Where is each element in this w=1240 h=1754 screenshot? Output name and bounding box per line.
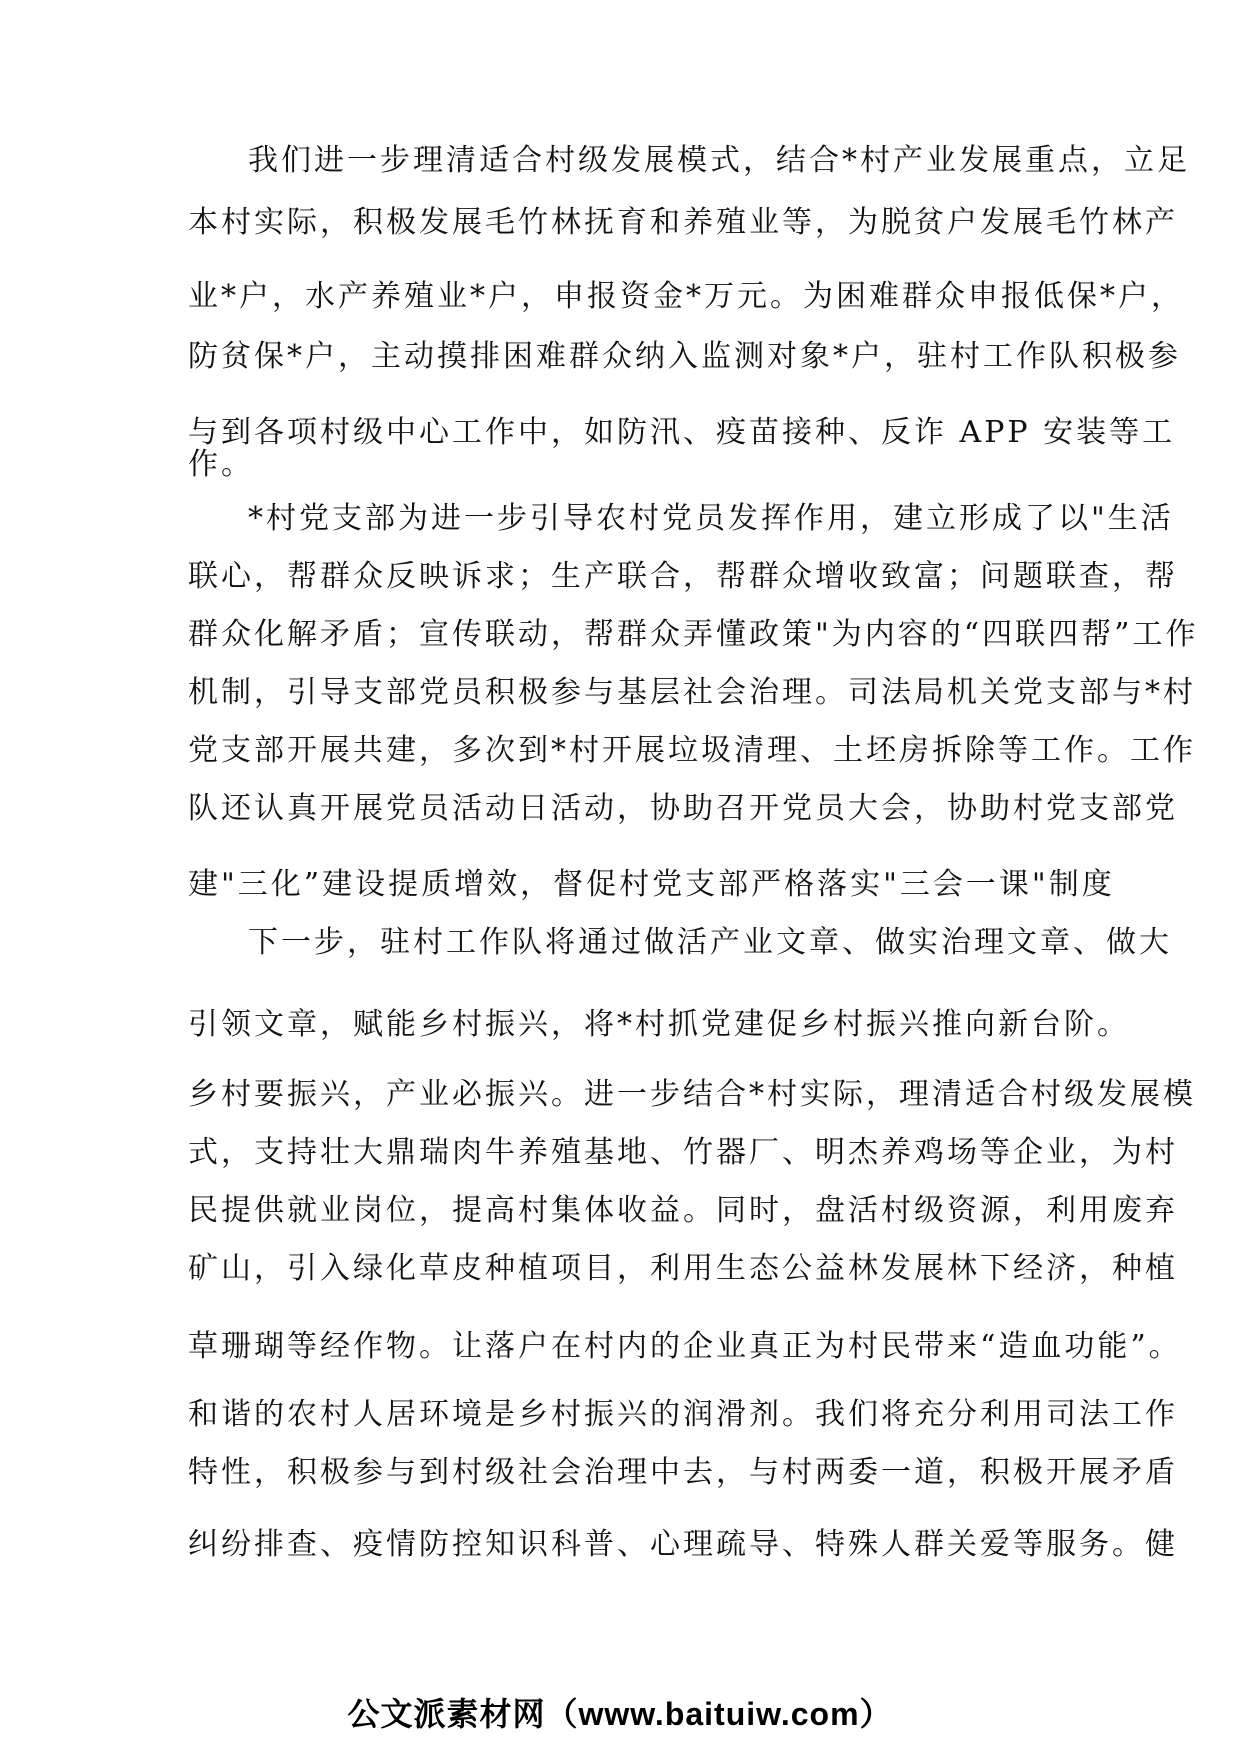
text-line: 下一步，驻村工作队将通过做活产业文章、做实治理文章、做大 [248, 925, 1172, 960]
text-line: 建"三化”建设提质增效，督促村党支部严格落实"三会一课"制度 [188, 867, 1115, 902]
text-line: 式，支持壮大鼎瑞肉牛养殖基地、竹器厂、明杰养鸡场等企业，为村 [188, 1135, 1178, 1170]
text-line: 防贫保*户，主动摸排困难群众纳入监测对象*户，驻村工作队积极参 [188, 339, 1181, 374]
text-line: 作。 [188, 447, 254, 482]
text-line: 队还认真开展党员活动日活动，协助召开党员大会，协助村党支部党 [188, 791, 1178, 826]
text-line: 和谐的农村人居环境是乡村振兴的润滑剂。我们将充分利用司法工作 [188, 1397, 1178, 1432]
text-line: 与到各项村级中心工作中，如防汛、疫苗接种、反诈 APP 安装等工 [188, 415, 1176, 450]
text-line: 乡村要振兴，产业必振兴。进一步结合*村实际，理清适合村级发展模 [188, 1077, 1196, 1112]
text-line: 联心，帮群众反映诉求；生产联合，帮群众增收致富；问题联查，帮 [188, 559, 1178, 594]
text-line: 我们进一步理清适合村级发展模式，结合*村产业发展重点，立足 [248, 143, 1190, 178]
text-line: 业*户，水产养殖业*户，申报资金*万元。为困难群众申报低保*户， [188, 279, 1184, 314]
text-line: 特性，积极参与到村级社会治理中去，与村两委一道，积极开展矛盾 [188, 1455, 1178, 1490]
text-line: 群众化解矛盾；宣传联动，帮群众弄懂政策"为内容的“四联四帮”工作 [188, 617, 1199, 652]
text-line: 矿山，引入绿化草皮种植项目，利用生态公益林发展林下经济，种植 [188, 1251, 1178, 1286]
text-line: 引领文章，赋能乡村振兴，将*村抓党建促乡村振兴推向新台阶。 [188, 1007, 1130, 1042]
text-line: *村党支部为进一步引导农村党员发挥作用，建立形成了以"生活 [248, 501, 1174, 536]
text-line: 纠纷排查、疫情防控知识科普、心理疏导、特殊人群关爱等服务。健 [188, 1527, 1178, 1562]
footer-watermark: 公文派素材网（www.baituiw.com） [347, 1696, 893, 1732]
text-line: 民提供就业岗位，提高村集体收益。同时，盘活村级资源，利用废弃 [188, 1193, 1178, 1228]
text-line: 草珊瑚等经作物。让落户在村内的企业真正为村民带来“造血功能”。 [188, 1329, 1182, 1364]
text-line: 机制，引导支部党员积极参与基层社会治理。司法局机关党支部与*村 [188, 675, 1196, 710]
text-line: 本村实际，积极发展毛竹林抚育和养殖业等，为脱贫户发展毛竹林产 [188, 205, 1178, 240]
text-line: 党支部开展共建，多次到*村开展垃圾清理、土坯房拆除等工作。工作 [188, 733, 1196, 768]
